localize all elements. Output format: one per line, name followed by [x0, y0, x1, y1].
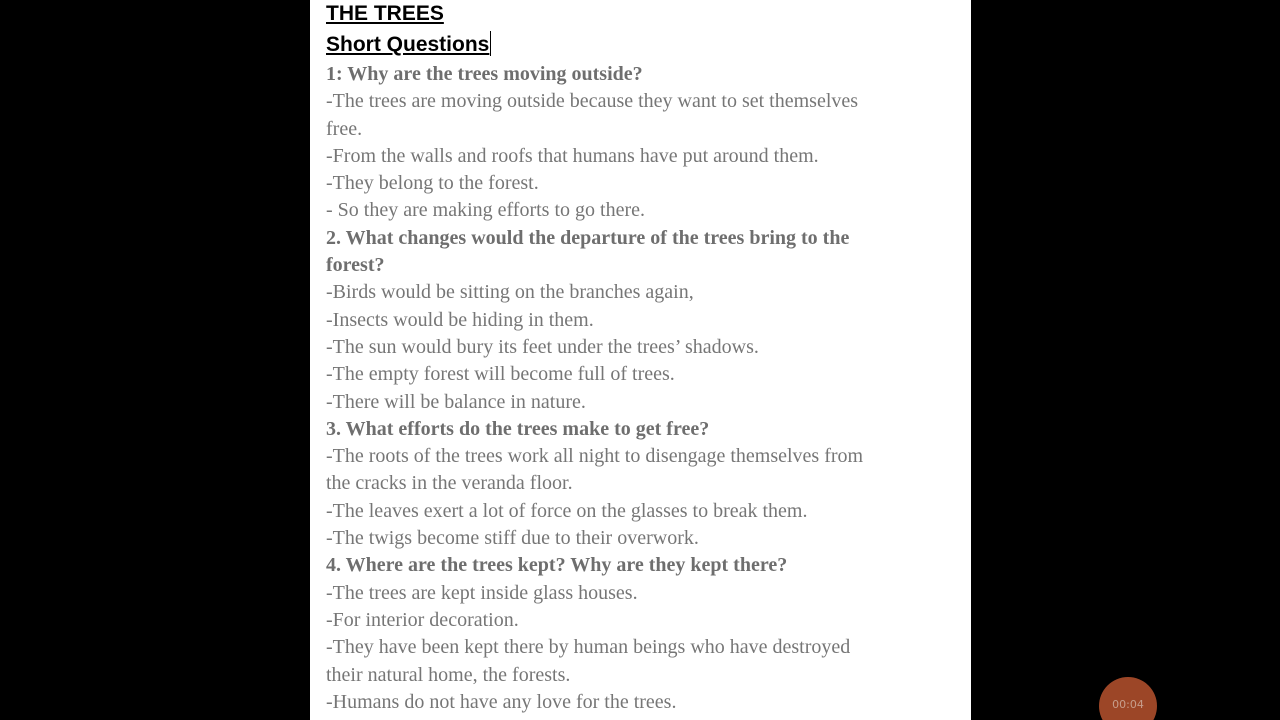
recording-timer[interactable] [1099, 677, 1157, 720]
answer-line: -The trees are kept inside glass houses. [326, 581, 638, 604]
answer-line: -Birds would be sitting on the branches again, [326, 281, 694, 304]
recording-time: 00:04 [1112, 698, 1144, 711]
text-cursor [490, 31, 491, 56]
answer-line: free. [326, 117, 363, 140]
document-body [326, 61, 966, 716]
question-line: 1: Why are the trees moving outside? [326, 63, 643, 85]
answer-line: -For interior decoration. [326, 608, 519, 631]
answer-line: -The twigs become stiff due to their overwork. [326, 527, 699, 550]
answer-line: -The empty forest will become full of trees. [326, 363, 675, 386]
question-line: 4. Where are the trees kept? Why are they kept there? [326, 554, 788, 577]
answer-line: -From the walls and roofs that humans have put around them. [326, 144, 819, 167]
answer-line: -They have been kept there by human beings who have destroyed [326, 636, 851, 659]
answer-line: - So they are making efforts to go there. [326, 199, 645, 222]
question-line: forest? [326, 254, 385, 277]
answer-line: -There will be balance in nature. [326, 390, 586, 413]
document-title: THE TREES [326, 2, 444, 25]
answer-line: -Insects would be hiding in them. [326, 308, 594, 331]
answer-line: -The roots of the trees work all night to disengage themselves from [326, 445, 864, 468]
document-page [310, 0, 971, 720]
subtitle-text: Short Questions [326, 33, 490, 56]
document-subtitle [326, 31, 491, 58]
answer-line: -The leaves exert a lot of force on the glasses to break them. [326, 499, 808, 522]
answer-line: their natural home, the forests. [326, 663, 571, 686]
answer-line: -They belong to the forest. [326, 172, 539, 195]
answer-line: -Humans do not have any love for the trees. [326, 690, 677, 713]
answer-line: -The sun would bury its feet under the trees’ shadows. [326, 335, 759, 358]
question-line: 2. What changes would the departure of the trees bring to the [326, 226, 850, 249]
question-line: 3. What efforts do the trees make to get free? [326, 417, 710, 440]
answer-line: -The trees are moving outside because they want to set themselves [326, 90, 859, 113]
answer-line: the cracks in the veranda floor. [326, 472, 573, 495]
